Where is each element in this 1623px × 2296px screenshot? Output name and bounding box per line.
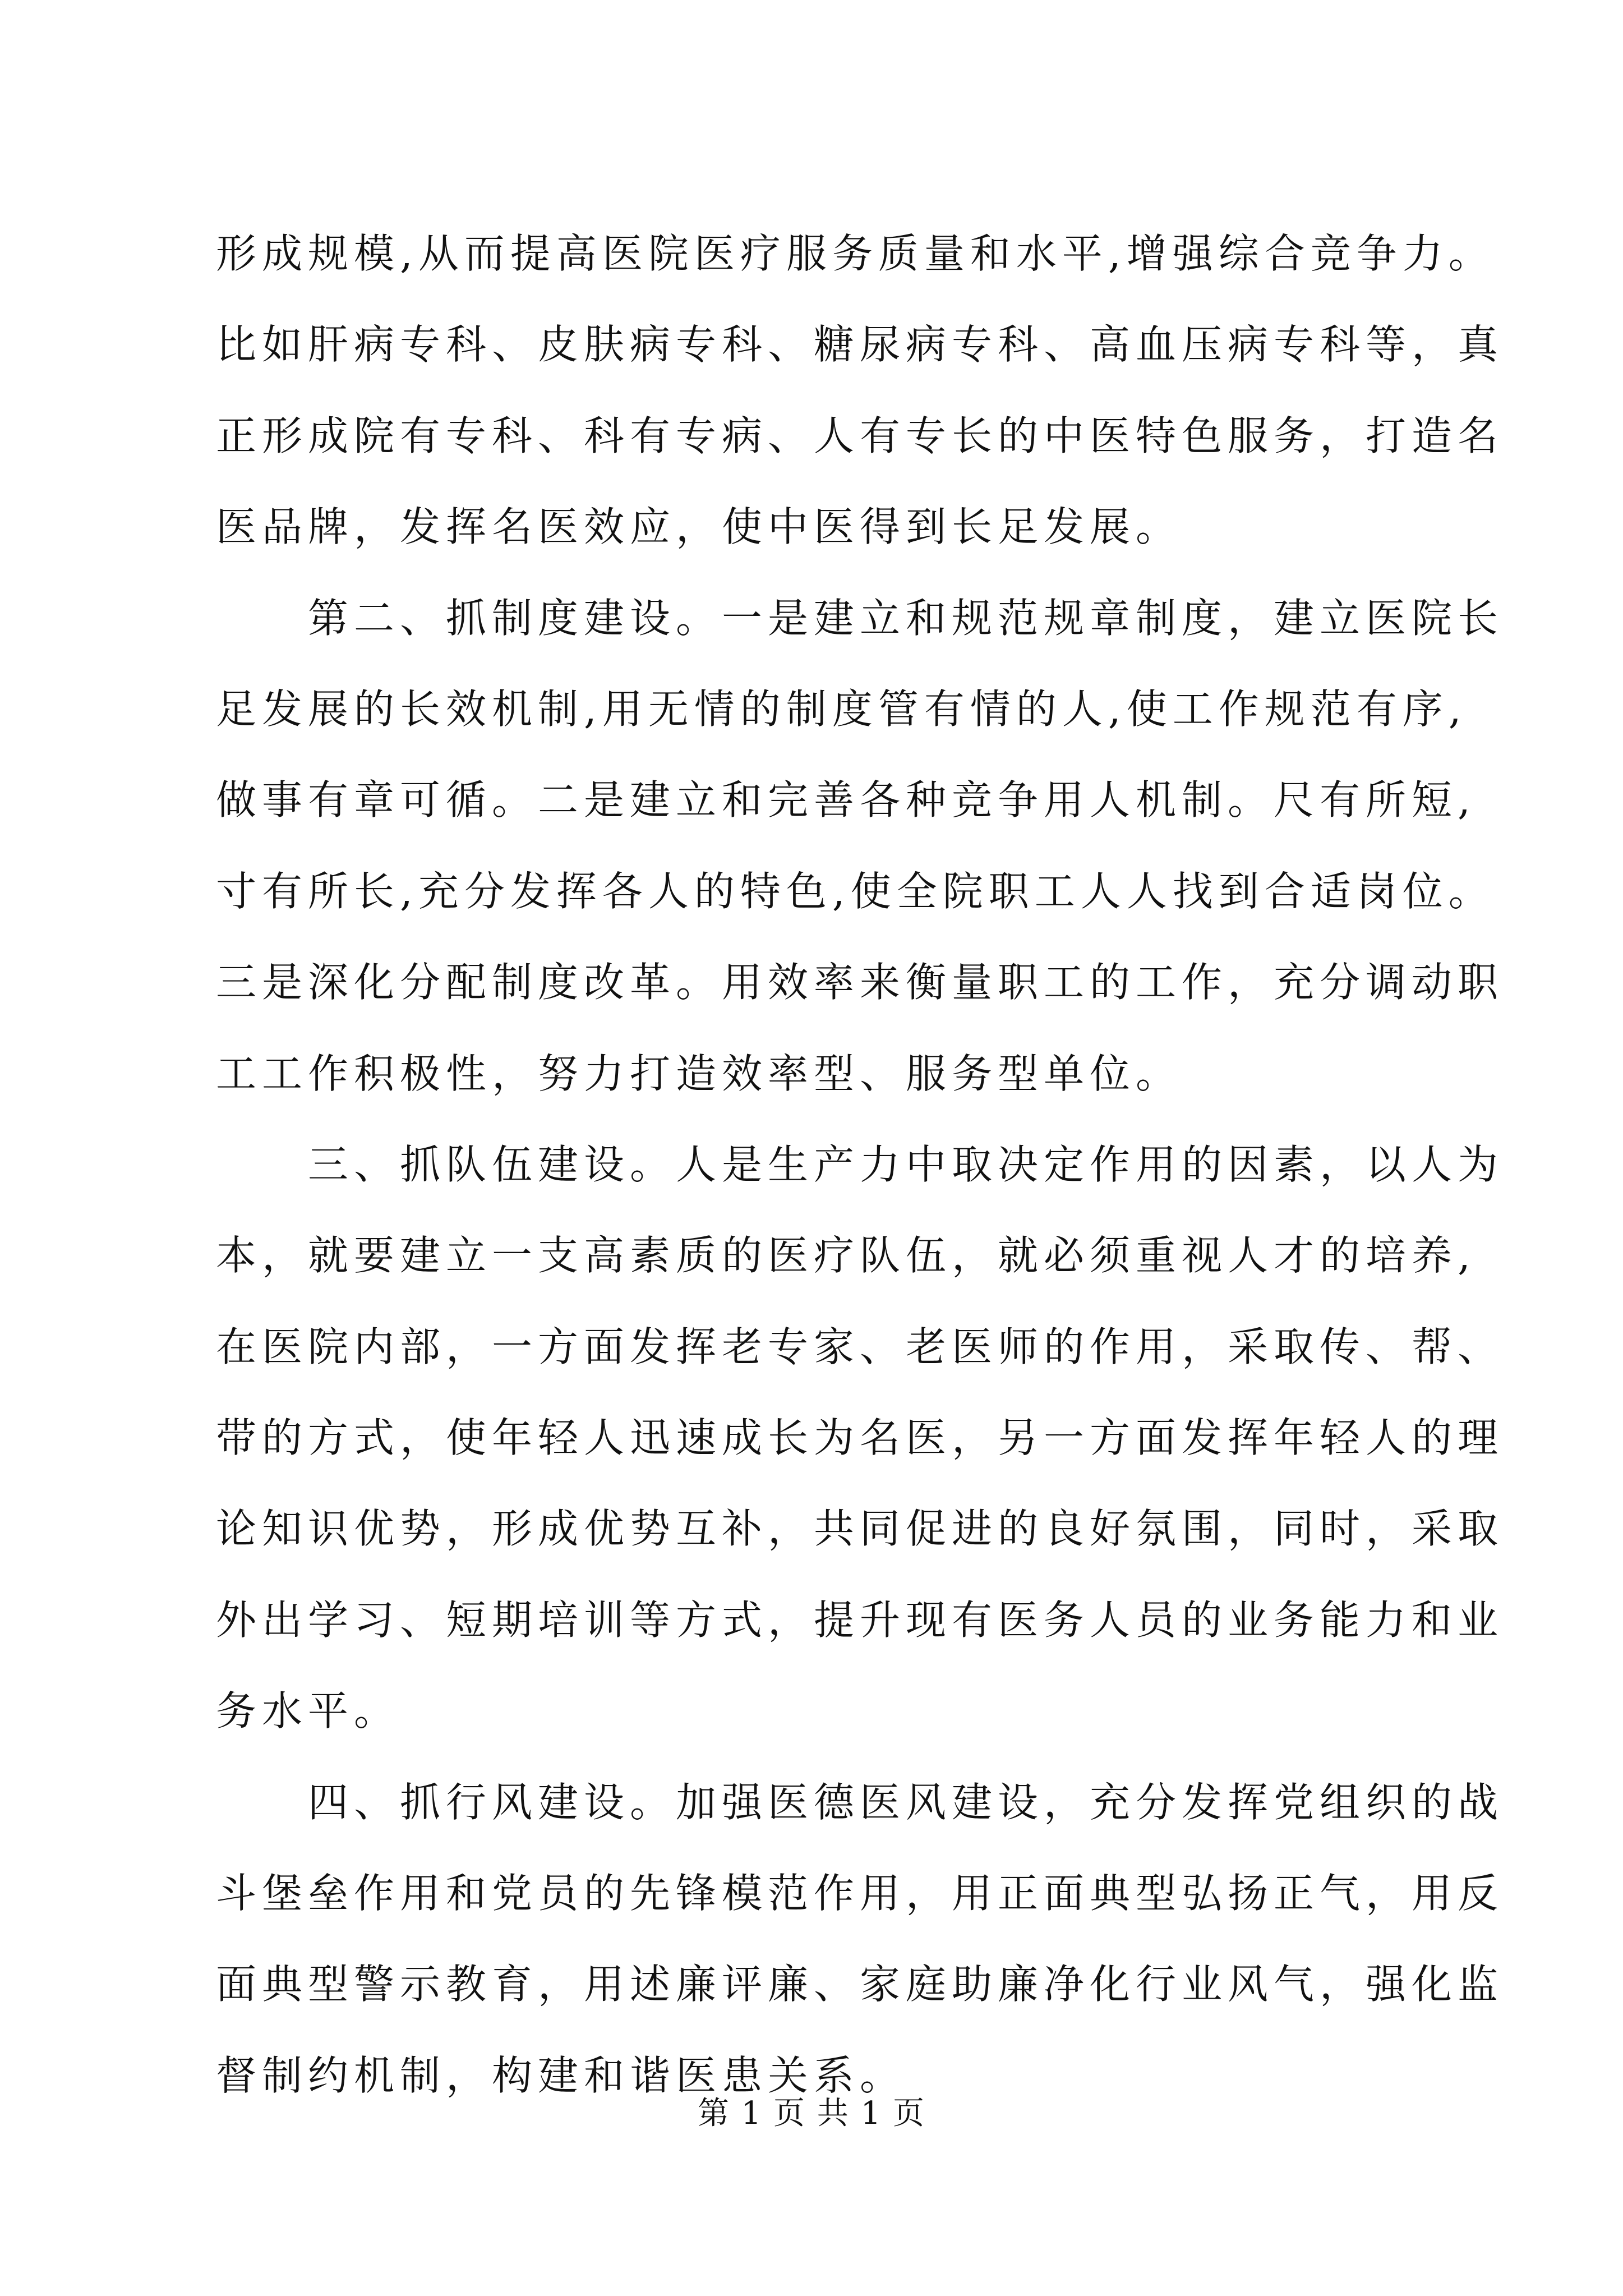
text-line: 形成规模,从而提高医院医疗服务质量和水平,增强综合竞争力。 <box>216 230 1495 277</box>
text-line: 务水平。 <box>216 1687 400 1735</box>
text-line: 四、抓行风建设。加强医德医风建设，充分发挥党组织的战 <box>216 1778 1504 1826</box>
text-line: 寸有所长,充分发挥各人的特色,使全院职工人人找到合适岗位。 <box>216 867 1495 915</box>
text-line: 在医院内部，一方面发挥老专家、老医师的作用，采取传、帮、 <box>216 1323 1504 1370</box>
text-line: 带的方式，使年轻人迅速成长为名医，另一方面发挥年轻人的理 <box>216 1414 1504 1462</box>
text-line: 做事有章可循。二是建立和完善各种竞争用人机制。尺有所短, <box>216 776 1476 824</box>
text-line: 正形成院有专科、科有专病、人有专长的中医特色服务，打造名 <box>216 412 1504 459</box>
text-line: 斗堡垒作用和党员的先锋模范作用，用正面典型弘扬正气，用反 <box>216 1870 1504 1917</box>
text-line: 论知识优势，形成优势互补，共同促进的良好氛围，同时，采取 <box>216 1505 1504 1553</box>
text-line: 督制约机制，构建和谐医患关系。 <box>216 2051 906 2099</box>
text-line: 三、抓队伍建设。人是生产力中取决定作用的因素，以人为 <box>216 1140 1504 1188</box>
page-number-footer: 第 1 页 共 1 页 <box>697 2095 926 2132</box>
text-line: 比如肝病专科、皮肤病专科、糖尿病专科、高血压病专科等，真 <box>216 321 1504 369</box>
text-line: 第二、抓制度建设。一是建立和规范规章制度，建立医院长 <box>216 594 1504 642</box>
text-line: 本，就要建立一支高素质的医疗队伍，就必须重视人才的培养, <box>216 1232 1476 1280</box>
text-line: 三是深化分配制度改革。用效率来衡量职工的工作，充分调动职 <box>216 959 1504 1006</box>
document-body <box>216 226 1504 2138</box>
text-line: 医品牌，发挥名医效应，使中医得到长足发展。 <box>216 503 1182 551</box>
text-line: 工工作积极性，努力打造效率型、服务型单位。 <box>216 1050 1182 1097</box>
text-line: 足发展的长效机制,用无情的制度管有情的人,使工作规范有序, <box>216 685 1467 733</box>
text-line: 外出学习、短期培训等方式，提升现有医务人员的业务能力和业 <box>216 1596 1504 1644</box>
text-line: 面典型警示教育，用述廉评廉、家庭助廉净化行业风气，强化监 <box>216 1961 1504 2008</box>
